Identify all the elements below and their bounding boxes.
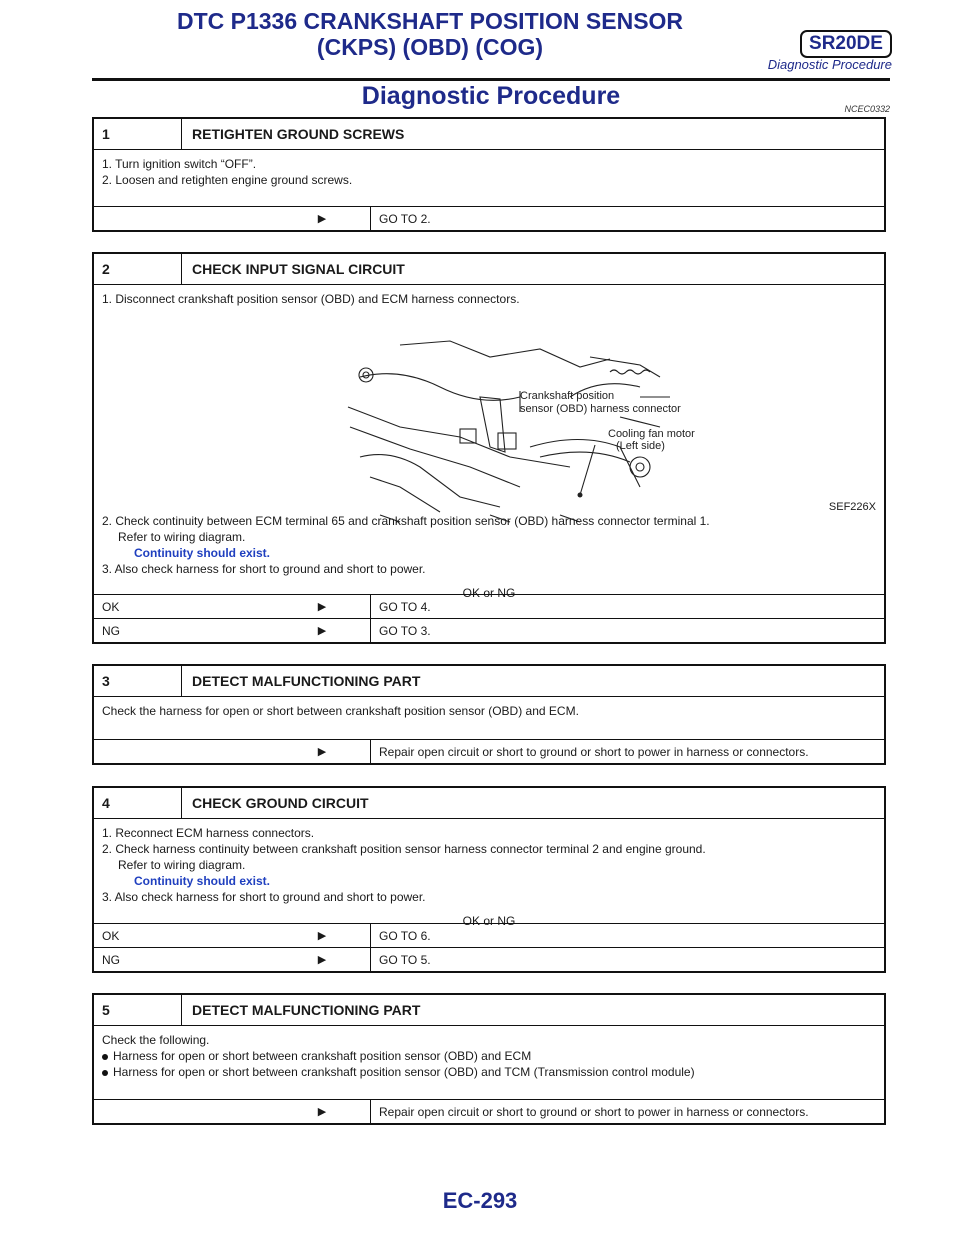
step-number: 4	[94, 788, 182, 818]
step-2-instructions	[102, 513, 876, 601]
step-5-header	[94, 995, 884, 1026]
engine-harness-figure	[340, 337, 695, 517]
step-2-body	[94, 285, 884, 599]
title-line-2: (CKPS) (OBD) (COG)	[316, 34, 544, 60]
step-4-body	[94, 819, 884, 935]
result-text: Repair open circuit or short to ground or short to power in harness or connectors.	[370, 1100, 884, 1123]
step-3-box	[92, 664, 886, 765]
arrow-right-icon: ▶	[317, 601, 327, 613]
instruction-line: 2. Loosen and retighten engine ground screws.	[102, 173, 353, 187]
instruction-line: Refer to wiring diagram.	[118, 530, 246, 544]
result-text: GO TO 5.	[370, 948, 884, 971]
arrow-right-icon: ▶	[317, 213, 327, 225]
instruction-line: 3. Also check harness for short to ground and short to power.	[102, 890, 426, 904]
result-text: GO TO 4.	[370, 595, 884, 618]
step-1-box	[92, 117, 886, 232]
step-1-body	[94, 150, 884, 194]
step-title: CHECK GROUND CIRCUIT	[192, 795, 369, 811]
arrow-right-icon: ▶	[317, 954, 327, 966]
step-number: 1	[94, 119, 182, 149]
step-title: RETIGHTEN GROUND SCREWS	[192, 126, 405, 142]
page-heading: Diagnostic Procedure	[361, 82, 621, 110]
step-3-body	[94, 697, 884, 725]
ok-or-ng-label: OK or NG	[462, 914, 516, 928]
result-text: GO TO 3.	[370, 619, 884, 642]
ok-or-ng-label: OK or NG	[462, 586, 516, 600]
page-number: EC-293	[442, 1188, 518, 1213]
result-row	[94, 1099, 884, 1123]
engine-badge: SR20DE	[800, 30, 892, 58]
step-5-body	[94, 1026, 884, 1086]
title-line-1: DTC P1336 CRANKSHAFT POSITION SENSOR	[176, 8, 684, 34]
bullet-icon	[102, 1054, 108, 1060]
bullet-icon	[102, 1070, 108, 1076]
instruction-line: Refer to wiring diagram.	[118, 858, 246, 872]
figure-code: SEF226X	[828, 501, 876, 513]
page-code: NCEC0332	[844, 104, 890, 114]
step-2-box	[92, 252, 886, 644]
instruction-line: 1. Disconnect crankshaft position sensor (OBD) and ECM harness connectors.	[102, 292, 520, 306]
result-row-ng	[94, 947, 884, 971]
result-row	[94, 206, 884, 230]
bullet-item: Harness for open or short between crankshaft position sensor (OBD) and TCM (Transmission control module)	[102, 1064, 876, 1080]
instruction-line: 2. Check harness continuity between crankshaft position sensor harness connector terminal 2 and engine ground.	[102, 842, 706, 856]
result-label: OK	[102, 599, 120, 614]
section-subtitle: Diagnostic Procedure	[767, 57, 892, 72]
result-row-ok	[94, 923, 884, 947]
result-text: Repair open circuit or short to ground or short to power in harness or connectors.	[370, 740, 884, 763]
result-row-ng	[94, 618, 884, 642]
instruction-line: 1. Reconnect ECM harness connectors.	[102, 826, 315, 840]
instruction-line: Check the following.	[102, 1033, 210, 1047]
result-row	[94, 739, 884, 763]
figure-label-2b: (Left side)	[616, 440, 665, 452]
instruction-line: 2. Check continuity between ECM terminal 65 and crankshaft position sensor (OBD) harness connector terminal 1.	[102, 514, 710, 528]
arrow-right-icon: ▶	[317, 746, 327, 758]
result-text: GO TO 2.	[370, 207, 884, 230]
arrow-right-icon: ▶	[317, 1106, 327, 1118]
step-1-header	[94, 119, 884, 150]
step-title: DETECT MALFUNCTIONING PART	[192, 1002, 421, 1018]
result-row-ok	[94, 594, 884, 618]
step-title: CHECK INPUT SIGNAL CIRCUIT	[192, 261, 405, 277]
bullet-item: Harness for open or short between crankshaft position sensor (OBD) and ECM	[102, 1048, 876, 1064]
arrow-right-icon: ▶	[317, 625, 327, 637]
result-label: NG	[102, 623, 120, 638]
instruction-line: 3. Also check harness for short to ground and short to power.	[102, 562, 426, 576]
figure-label-1a: Crankshaft position	[520, 390, 615, 402]
spec-text: Continuity should exist.	[134, 874, 271, 888]
document-title	[90, 8, 770, 60]
step-title: DETECT MALFUNCTIONING PART	[192, 673, 421, 689]
arrow-right-icon: ▶	[317, 930, 327, 942]
step-number: 5	[94, 995, 182, 1025]
instruction-line: Check the harness for open or short between crankshaft position sensor (OBD) and ECM.	[102, 704, 579, 718]
step-4-box	[92, 786, 886, 973]
instruction-line: 1. Turn ignition switch “OFF”.	[102, 157, 257, 171]
step-number: 3	[94, 666, 182, 696]
step-5-box	[92, 993, 886, 1125]
spec-text: Continuity should exist.	[134, 546, 271, 560]
step-number: 2	[94, 254, 182, 284]
step-3-header	[94, 666, 884, 697]
figure-label-1b: sensor (OBD) harness connector	[520, 403, 681, 415]
result-label: NG	[102, 952, 120, 967]
result-text: GO TO 6.	[370, 924, 884, 947]
step-4-header	[94, 788, 884, 819]
result-label: OK	[102, 928, 120, 943]
figure-label-2a: Cooling fan motor	[608, 428, 695, 440]
step-2-header	[94, 254, 884, 285]
